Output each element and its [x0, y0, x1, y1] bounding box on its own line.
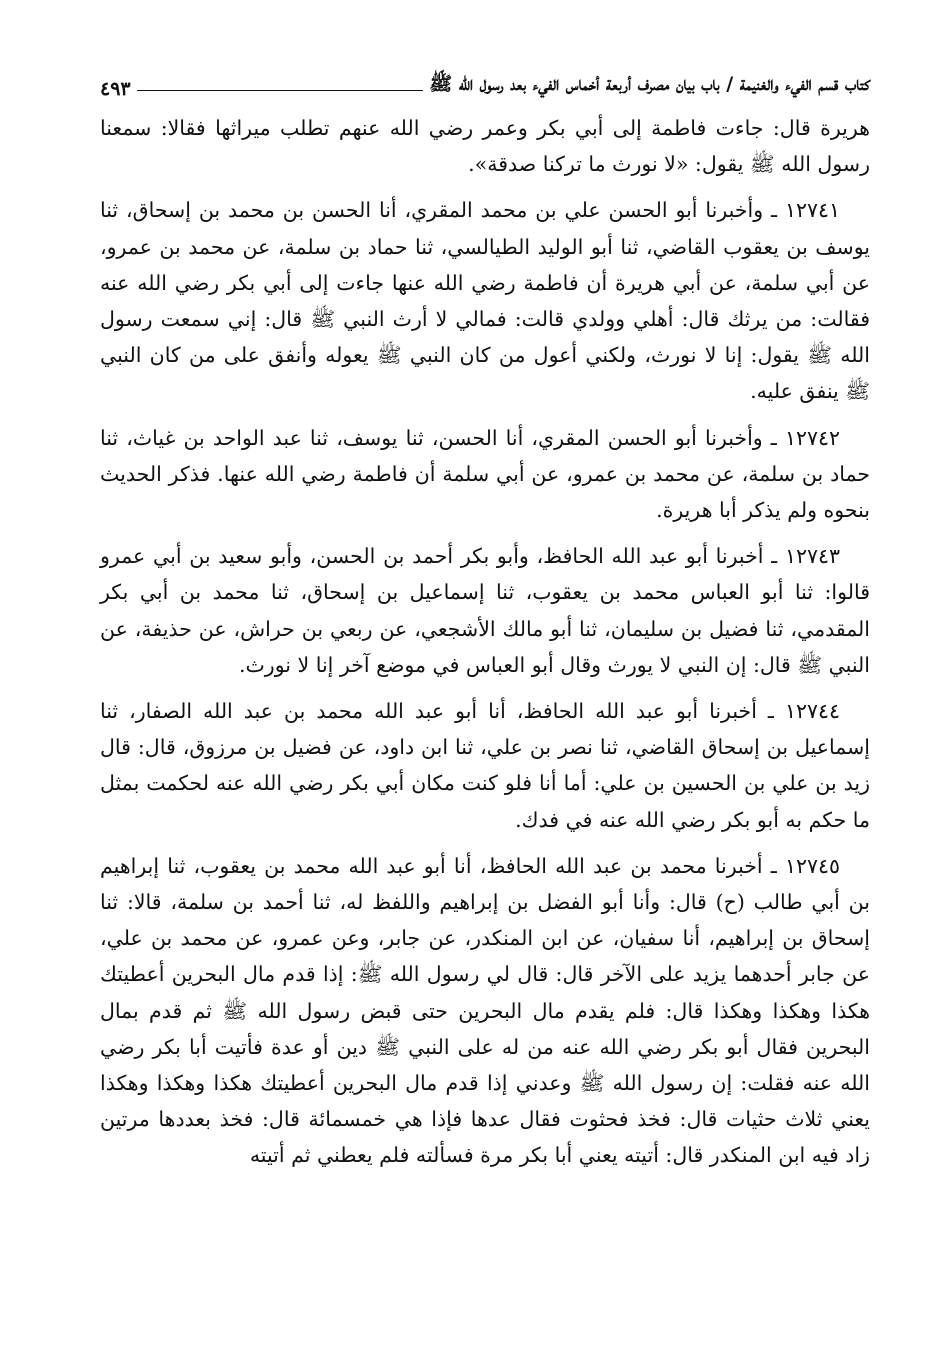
page-number: ٤٩٣ [100, 78, 131, 100]
page-body [100, 110, 870, 1174]
hadith-12742: ١٢٧٤٢ ـ وأخبرنا أبو الحسن المقري، أنا الحسن، ثنا يوسف، ثنا عبد الواحد بن غياث، ثنا حماد بن سلمة، عن محمد بن عمرو، عن أبي سلمة أن فاطمة رضي الله عنها. فذكر الحديث بنحوه ولم يذكر أبا هريرة. [100, 425, 870, 523]
header-rule [137, 90, 424, 91]
header-title: كتاب قسم الفيء والغنيمة / باب بيان مصرف أربعة أخماس الفيء بعد رسول الله ﷺ [429, 73, 870, 95]
paragraph-continuation: هريرة قال: جاءت فاطمة إلى أبي بكر وعمر رضي الله عنهم تطلب ميراثها فقالا: سمعنا رسول الله ﷺ يقول: «لا نورث ما تركنا صدقة». [100, 116, 870, 177]
book-page [100, 66, 870, 1174]
hadith-12743: ١٢٧٤٣ ـ أخبرنا أبو عبد الله الحافظ، وأبو بكر أحمد بن الحسن، وأبو سعيد بن أبي عمرو قالوا: ثنا أبو العباس محمد بن يعقوب، ثنا إسماعيل بن إسحاق، ثنا محمد بن أبي بكر المقدمي، ثنا فضيل بن سليمان، ثنا أبو مالك الأشجعي، عن ربعي بن حراش، عن حذيفة، عن النبي ﷺ قال: إن النبي لا يورث وقال أبو العباس في موضع آخر إنا لا نورث. [100, 544, 870, 677]
hadith-12741: ١٢٧٤١ ـ وأخبرنا أبو الحسن علي بن محمد المقري، أنا الحسن بن محمد بن إسحاق، ثنا يوسف بن يعقوب القاضي، ثنا أبو الوليد الطيالسي، ثنا حماد بن سلمة، عن محمد بن عمرو، عن أبي سلمة، عن أبي هريرة أن فاطمة رضي الله عنها جاءت إلى أبي بكر رضي الله عنه فقالت: من يرثك قال: أهلي وولدي قالت: فمالي لا أرث النبي ﷺ قال: إني سمعت رسول الله ﷺ يقول: إنا لا نورث، ولكني أعول من كان النبي ﷺ يعوله وأنفق على من كان النبي ﷺ ينفق عليه. [100, 198, 870, 404]
running-header [100, 66, 870, 100]
hadith-12744: ١٢٧٤٤ ـ أخبرنا أبو عبد الله الحافظ، أنا أبو عبد الله محمد بن عبد الله الصفار، ثنا إسماعيل بن إسحاق القاضي، ثنا نصر بن علي، ثنا ابن داود، عن فضيل بن مرزوق، قال: قال زيد بن علي بن الحسين بن علي: أما أنا فلو كنت مكان أبي بكر رضي الله عنه لحكمت بمثل ما حكم به أبو بكر رضي الله عنه في فدك. [100, 699, 870, 832]
hadith-12745: ١٢٧٤٥ ـ أخبرنا محمد بن عبد الله الحافظ، أنا أبو عبد الله محمد بن يعقوب، ثنا إبراهيم بن أبي طالب (ح) قال: وأنا أبو الفضل بن إبراهيم واللفظ له، ثنا أحمد بن سلمة، قالا: ثنا إسحاق بن إبراهيم، أنا سفيان، عن ابن المنكدر، عن جابر، وعن عمرو، عن محمد بن علي، عن جابر أحدهما يزيد على الآخر قال: قال لي رسول الله ﷺ: إذا قدم مال البحرين أعطيتك هكذا وهكذا وهكذا قال: فلم يقدم مال البحرين حتى قبض رسول الله ﷺ ثم قدم بمال البحرين فقال أبو بكر رضي الله عنه من له على النبي ﷺ دين أو عدة فأتيت أبا بكر رضي الله عنه فقلت: إن رسول الله ﷺ وعدني إذا قدم مال البحرين أعطيتك هكذا وهكذا وهكذا يعني ثلاث حثيات قال: فخذ فحثوت فقال عدها فإذا هي خمسمائة قال: فخذ بعددها مرتين زاد فيه ابن المنكدر قال: أتيته يعني أبا بكر مرة فسألته فلم يعطني ثم أتيته [100, 853, 870, 1168]
